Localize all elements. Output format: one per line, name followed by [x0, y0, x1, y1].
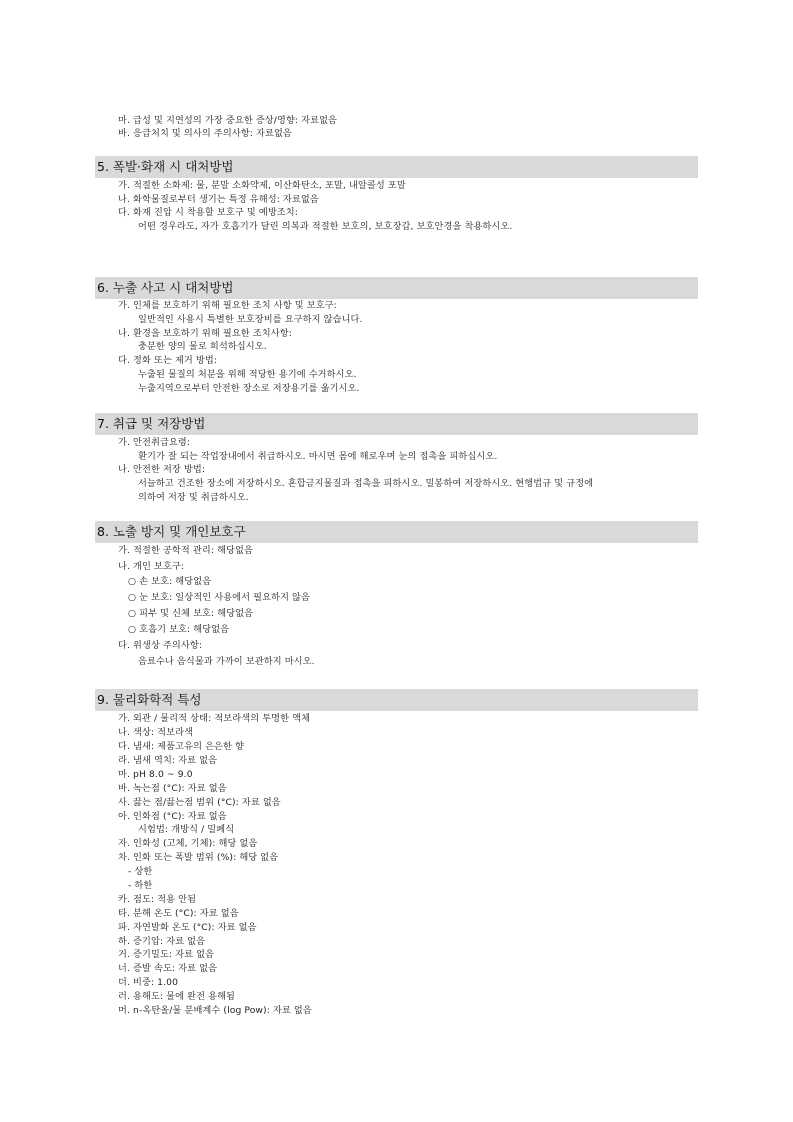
text-line: 일반적인 사용시 특별한 보호장비를 요구하지 않습니다. [138, 314, 363, 325]
property-item: 머. n-옥탄올/물 분배계수 (log Pow): 자료 없음 [118, 1005, 312, 1016]
property-item: 바. 녹는점 (°C): 자료 없음 [118, 783, 227, 794]
property-item: 다. 냄새: 제품고유의 은은한 향 [118, 741, 244, 752]
text-line: 나. 화학물질로부터 생기는 특정 유해성: 자료없음 [118, 194, 319, 205]
section-title: 6. 누출 사고 시 대처방법 [97, 280, 234, 295]
bullet-item: ○ 피부 및 신체 보호: 해당없음 [128, 608, 254, 619]
text-line: 누출된 물질의 처분을 위해 적당한 용기에 수거하시오. [138, 369, 357, 380]
property-item: 거. 증기밀도: 자료 없음 [118, 949, 215, 960]
text-line: 가. 적절한 공학적 관리: 해당없음 [118, 545, 253, 556]
section-title: 9. 물리화학적 특성 [97, 692, 202, 707]
section-header-7 [95, 413, 698, 435]
text-line: 다. 위생상 주의사항: [118, 640, 203, 651]
property-item: - 상한 [128, 866, 153, 877]
section-title: 7. 취급 및 저장방법 [97, 416, 206, 431]
text-line: 나. 환경을 보호하기 위해 필요한 조치사항: [118, 328, 292, 339]
text-line: 가. 적절한 소화제: 물, 분말 소화약제, 이산화탄소, 포말, 내알콜성 포말 [118, 180, 406, 191]
text-line: 충분한 양의 물로 희석하십시오. [138, 341, 267, 352]
text-line: 나. 안전한 저장 방법: [118, 464, 206, 475]
section-title: 5. 폭발·화재 시 대처방법 [97, 159, 234, 174]
property-item: 라. 냄새 역치: 자료 없음 [118, 755, 218, 766]
text-line: 어떤 경우라도, 자가 호흡기가 달린 의복과 적절한 보호의, 보호장갑, 보호안경을 착용하시오. [138, 221, 513, 232]
property-item: 가. 외관 / 물리적 상태: 적보라색의 투명한 액체 [118, 713, 311, 724]
section-header-6 [95, 277, 698, 299]
section-title: 8. 노출 방지 및 개인보호구 [97, 524, 246, 539]
property-item: 사. 끓는 점/끓는점 범위 (°C): 자료 없음 [118, 797, 281, 808]
bullet-item: ○ 호흡기 보호: 해당없음 [128, 624, 230, 635]
text-line: 다. 화재 진압 시 착용할 보호구 및 예방조치: [118, 207, 298, 218]
text-line: 바. 응급처치 및 의사의 주의사항: 자료없음 [118, 128, 292, 139]
property-item: 파. 자연발화 온도 (°C): 자료 없음 [118, 922, 257, 933]
section-header-5 [95, 156, 698, 178]
text-line: 서늘하고 건조한 장소에 저장하시오. 혼합금지물질과 접촉을 피하시오. 밀봉하여 저장하시오. 현행법규 및 규정에 [138, 478, 594, 489]
property-item: 러. 용해도: 물에 완전 용해됨 [118, 991, 236, 1002]
property-item: 더. 비중: 1.00 [118, 977, 179, 988]
text-line: 가. 안전취급요령: [118, 437, 191, 448]
property-item: 시험법: 개방식 / 밀폐식 [138, 824, 235, 835]
property-item: 너. 증발 속도: 자료 없음 [118, 963, 218, 974]
property-item: 타. 분해 온도 (°C): 자료 없음 [118, 908, 239, 919]
property-item: - 하한 [128, 880, 153, 891]
property-item: 마. pH 8.0 ~ 9.0 [118, 769, 193, 780]
text-line: 가. 인체를 보호하기 위해 필요한 조치 사항 및 보호구: [118, 300, 337, 311]
text-line: 의하여 저장 및 취급하시오. [138, 492, 249, 503]
property-item: 자. 인화성 (고체, 기체): 해당 없음 [118, 838, 258, 849]
text-line: 나. 개인 보호구: [118, 561, 185, 572]
property-item: 아. 인화점 (°C): 자료 없음 [118, 811, 227, 822]
text-line: 다. 정화 또는 제거 방법: [118, 355, 218, 366]
section-header-8 [95, 521, 698, 543]
property-item: 차. 인화 또는 폭발 범위 (%): 해당 없음 [118, 852, 279, 863]
bullet-item: ○ 손 보호: 해당없음 [128, 576, 212, 587]
text-line: 누출지역으로부터 안전한 장소로 저장용기를 옮기시오. [138, 383, 360, 394]
text-line: 마. 급성 및 지연성의 가장 중요한 증상/영향: 자료없음 [118, 115, 338, 126]
text-line: 음료수나 음식물과 가까이 보관하지 마시오. [138, 656, 315, 667]
bullet-item: ○ 눈 보호: 일상적인 사용에서 필요하지 않음 [128, 592, 311, 603]
section-header-9 [95, 689, 698, 711]
property-item: 나. 색상: 적보라색 [118, 727, 194, 738]
property-item: 하. 증기압: 자료 없음 [118, 936, 206, 947]
text-line: 환기가 잘 되는 작업장내에서 취급하시오. 마시면 몸에 해로우며 눈의 접촉을 피하십시오. [138, 451, 498, 462]
property-item: 카. 점도: 적용 안됨 [118, 894, 197, 905]
